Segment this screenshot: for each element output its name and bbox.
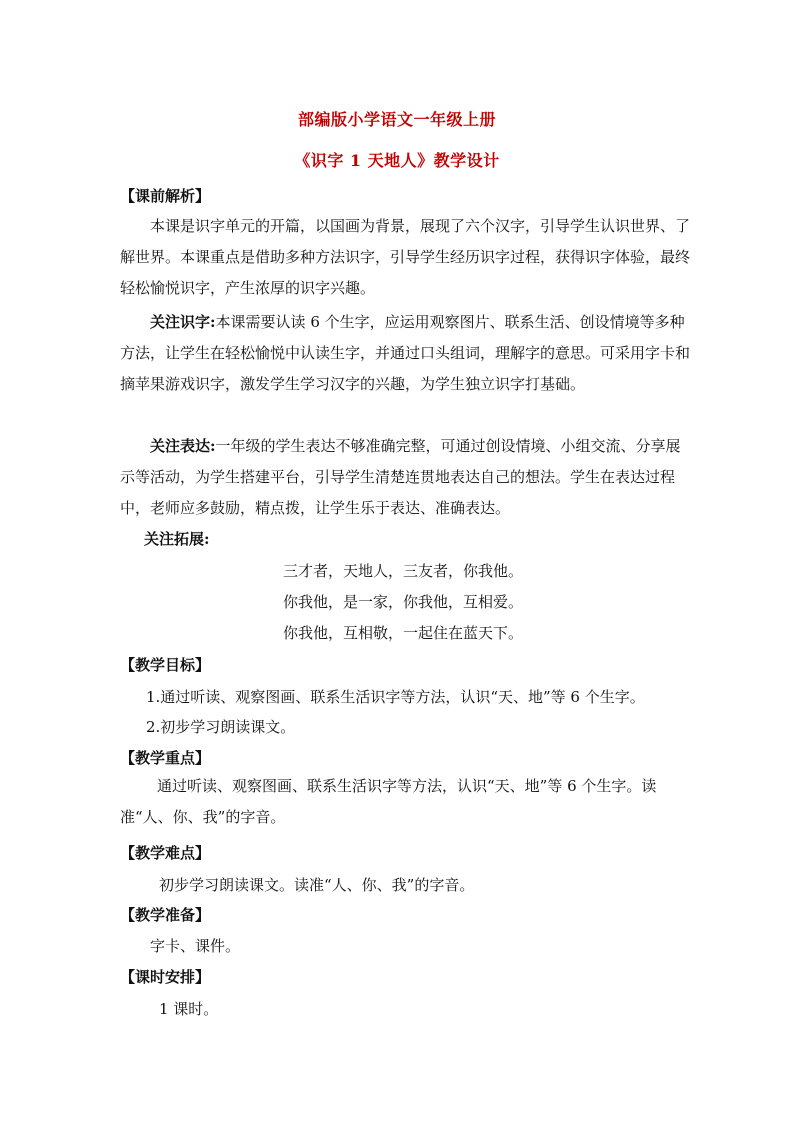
section-heading-schedule: 【课时安排】 <box>120 968 211 986</box>
document-subtitle: 《识字 1 天地人》教学设计 <box>294 151 500 170</box>
section-heading-preparation: 【教学准备】 <box>120 906 211 924</box>
preparation-text: 字卡、课件。 <box>150 937 241 955</box>
key-points-paragraph: 通过听读、观察图画、联系生活识字等方法，认识“天、地”等 6 个生字。读准“人、你、我”的字音。 <box>120 777 657 826</box>
literacy-text: 本课需要认读 6 个生字，应运用观察图片、联系生活、创设情境等多种方法，让学生在轻松愉悦中认读生字，并通过口头组词，理解字的意思。可采用字卡和摘苹果游戏识字，激发学生学习汉字的兴趣，为学生独立识字打基础。 <box>120 313 691 393</box>
literacy-paragraph <box>120 307 690 400</box>
section-heading-goals: 【教学目标】 <box>120 656 211 674</box>
difficulties-text: 初步学习朗读课文。读准“人、你、我”的字音。 <box>159 876 475 894</box>
schedule-text: 1 课时。 <box>159 1000 219 1018</box>
document-title: 部编版小学语文一年级上册 <box>297 110 496 129</box>
goal-item: 1.通过听读、观察图画、联系生活识字等方法，认识“天、地”等 6 个生字。 <box>146 688 645 706</box>
goal-item: 2.初步学习朗读课文。 <box>146 718 296 736</box>
section-heading-difficulties: 【教学难点】 <box>120 844 211 862</box>
section-heading-analysis: 【课前解析】 <box>120 187 211 205</box>
poem-line: 你我他，互相敬，一起住在蓝天下。 <box>283 624 524 642</box>
expression-text: 一年级的学生表达不够准确完整，可通过创设情境、小组交流、分享展示等活动，为学生搭建平台，引导学生清楚连贯地表达自己的想法。学生在表达过程中，老师应多鼓励，精点拨，让学生乐于表达、准确表达。 <box>120 437 681 517</box>
literacy-label: 关注识字: <box>150 313 216 331</box>
section-heading-key-points: 【教学重点】 <box>120 749 211 767</box>
poem-line: 你我他，是一家，你我他，互相爱。 <box>283 593 524 611</box>
analysis-intro-paragraph: 本课是识字单元的开篇，以国画为背景，展现了六个汉字，引导学生认识世界、了解世界。本课重点是借助多种方法识字，引导学生经历识字过程，获得识字体验，最终轻松愉悦识字，产生浓厚的识字兴趣。 <box>120 217 691 297</box>
extension-label: 关注拓展: <box>144 530 210 548</box>
poem-line: 三才者，天地人，三友者，你我他。 <box>283 562 524 580</box>
expression-label: 关注表达: <box>150 437 216 455</box>
expression-paragraph <box>120 431 690 524</box>
